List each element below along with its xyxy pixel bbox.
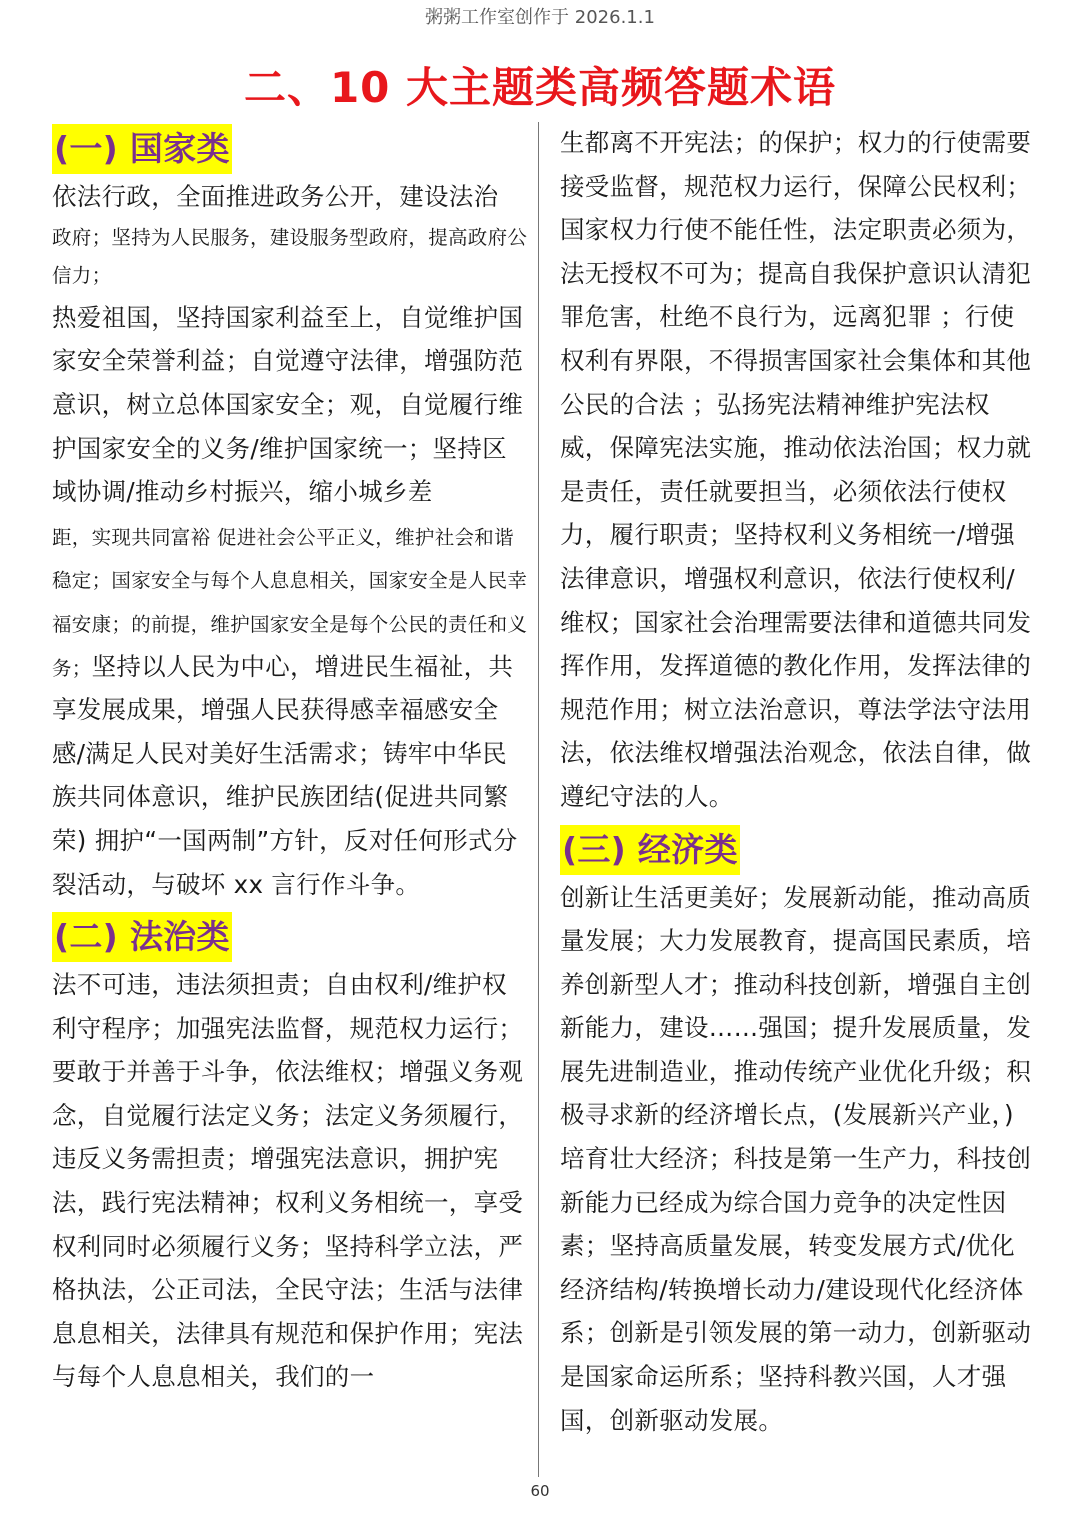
- section-heading-economy: (三) 经济类: [560, 825, 740, 875]
- national-paragraph-3: 热爱祖国，坚持国家利益至上，自觉维护国家安全荣誉利益；自觉遵守法律，增强防范意识，树立总体国家安全；观，自觉履行维护国家安全的义务/维护国家统一；坚持区域协调/推动乡村振兴，缩小城乡差: [52, 302, 524, 507]
- national-paragraph-5: 坚持以人民为中心，增进民生福祉，共享发展成果，增强人民获得感幸福感安全感/满足人民对美好生活需求；铸牢中华民族共同体意识，维护民族团结(促进共同繁荣) 拥护“一国两制”方针，反对任何形式分裂活动，与破坏 xx 言行作斗争。: [52, 651, 518, 899]
- column-divider: [538, 122, 539, 1477]
- economy-paragraph-1: 创新让生活更美好；发展新动能，推动高质量发展；大力发展教育，提高国民素质，培养创新型人才；推动科技创新，增强自主创新能力，建设……强国；提升发展质量，发展先进制造业，推动传统产业优化升级；积极寻求新的经济增长点，(发展新兴产业，) 培育壮大经济；科技是第一生产力，科技创新能力已经成为综合国力竞争的决定性因素；坚持高质量发展，转变发展方式/优化经济结构/转换增长动力/建设现代化经济体系；创新是引领发展的第一动力，创新驱动是国家命运所系；坚持科教兴国，人才强国，创新驱动发展。: [560, 882, 1032, 1435]
- rule-of-law-paragraph-1: 法不可违，违法须担责；自由权利/维护权利守程序；加强宪法监督，规范权力运行；要敢于并善于斗争，依法维权；增强义务观念，自觉履行法定义务；法定义务须履行，违反义务需担责；增强宪法意识，拥护宪法，践行宪法精神；权利义务相统一，享受权利同时必须履行义务；坚持科学立法，严格执法，公正司法，全民守法；生活与法律息息相关，法律具有规范和保护作用；宪法与每个人息息相关，我们的一: [52, 970, 524, 1392]
- national-paragraph-2: 政府；坚持为人民服务，建设服务型政府，提高政府公信力；: [52, 225, 528, 288]
- page-title: 二、10 大主题类高频答题术语: [243, 63, 837, 112]
- page-number: 60: [530, 1482, 550, 1500]
- section-heading-rule-of-law: (二) 法治类: [52, 912, 232, 962]
- national-paragraph-4: 距，实现共同富裕 促进社会公平正义，维护社会和谐稳定；国家安全与每个人息息相关，国家安全是人民幸福安康；的前提，维护国家安全是每个公民的责任和义务；: [52, 525, 528, 680]
- section-heading-national: (一) 国家类: [52, 124, 232, 174]
- national-paragraph-1: 依法行政，全面推进政务公开，建设法治: [52, 182, 499, 211]
- header-note: 粥粥工作室创作于 2026.1.1: [425, 7, 655, 28]
- rule-of-law-paragraph-2: 生都离不开宪法；的保护；权力的行使需要接受监督，规范权力运行，保障公民权利；国家权力行使不能任性，法定职责必须为，法无授权不可为；提高自我保护意识认清犯罪危害，杜绝不良行为，远离犯罪 ；行使权利有界限，不得损害国家社会集体和其他公民的合法 ；弘扬宪法精神维护宪法权威，保障宪法实施，推动依法治国；权力就是责任，责任就要担当，必须依法行使权力，履行职责；坚持权利义务相统一/增强法律意识，增强权利意识，依法行使权利/维权；国家社会治理需要法律和道德共同发挥作用，发挥道德的教化作用，发挥法律的规范作用；树立法治意识，尊法学法守法用法，依法维权增强法治观念，依法自律，做遵纪守法的人。: [560, 128, 1032, 811]
- left-column: [52, 124, 528, 1399]
- right-column: [560, 121, 1038, 1442]
